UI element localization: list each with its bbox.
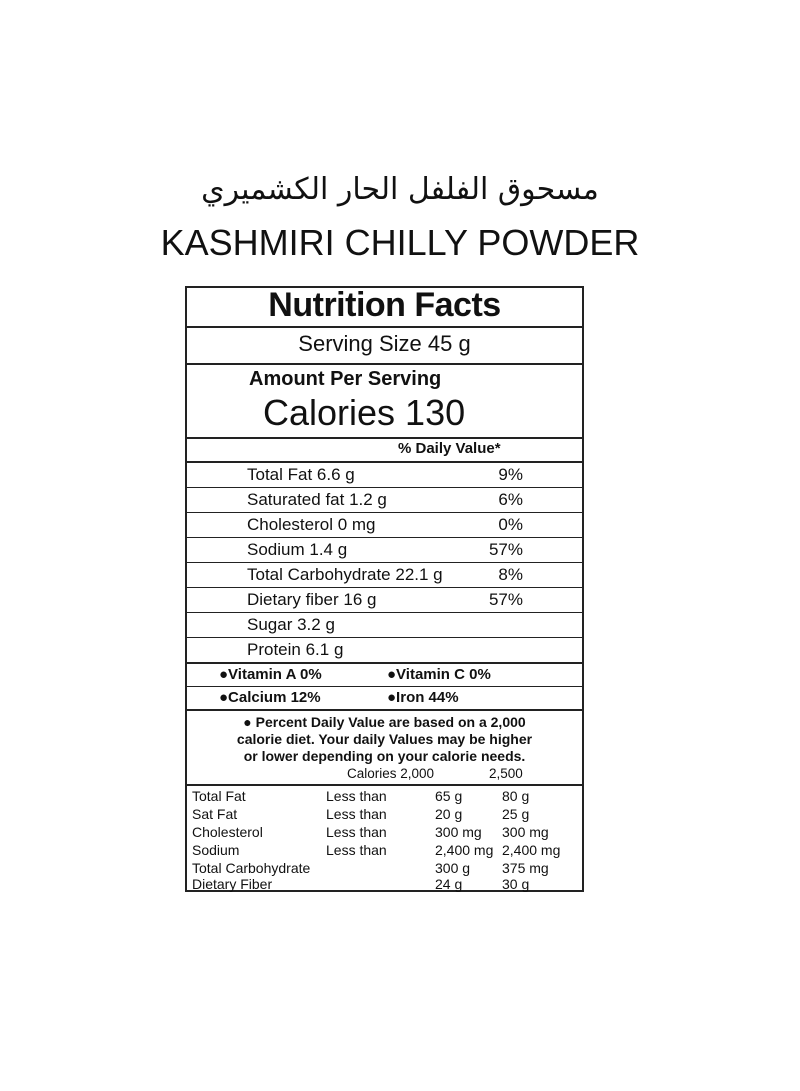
- ref-2500: 300 mg: [502, 824, 549, 840]
- ref-nutrient: Total Fat: [192, 788, 246, 804]
- nutrient-label: Total Fat 6.6 g: [247, 465, 355, 484]
- ref-2500: 80 g: [502, 788, 530, 804]
- ref-2500: 375 mg: [502, 860, 549, 876]
- ref-2000: 20 g: [435, 806, 463, 822]
- divider: [187, 686, 582, 687]
- vitamin-right: ●Vitamin C 0%: [387, 666, 491, 683]
- nutrient-label: Cholesterol 0 mg: [247, 515, 376, 534]
- divider: [187, 637, 582, 638]
- divider: [187, 487, 582, 488]
- serving-size: Serving Size 45 g: [298, 331, 471, 356]
- calories: Calories 130: [263, 392, 466, 433]
- ref-qualifier: Less than: [326, 806, 387, 822]
- divider: [187, 612, 582, 613]
- vitamin-right: ●Iron 44%: [387, 689, 459, 706]
- nutrient-dv: 8%: [498, 565, 523, 584]
- ref-2000: 300 mg: [435, 824, 482, 840]
- divider: [187, 587, 582, 588]
- nutrient-dv: 0%: [498, 515, 523, 534]
- divider: [187, 784, 582, 786]
- nutrient-label: Sodium 1.4 g: [247, 540, 348, 559]
- divider: [187, 326, 582, 328]
- ref-nutrient: Sat Fat: [192, 806, 238, 822]
- ref-2500: 2,400 mg: [502, 842, 561, 858]
- ref-qualifier: Less than: [326, 788, 387, 804]
- divider: [187, 512, 582, 513]
- ref-2000: 300 g: [435, 860, 471, 876]
- divider: [187, 461, 582, 463]
- divider: [187, 537, 582, 538]
- daily-value-header: % Daily Value*: [398, 440, 501, 457]
- amount-per-serving: Amount Per Serving: [249, 368, 442, 390]
- nutrient-label: Protein 6.1 g: [247, 640, 344, 659]
- ref-nutrient: Dietary Fiber: [192, 876, 273, 892]
- divider: [187, 363, 582, 365]
- vitamin-left: ●Vitamin A 0%: [219, 666, 322, 683]
- ref-2000: 24 g: [435, 876, 463, 892]
- ref-nutrient: Cholesterol: [192, 824, 263, 840]
- nutrient-label: Saturated fat 1.2 g: [247, 490, 387, 509]
- ref-2500: 30 g: [502, 876, 530, 892]
- nutrient-dv: 57%: [488, 590, 523, 609]
- footnote-line: calorie diet. Your daily Values may be higher: [236, 731, 533, 747]
- product-name-english: KASHMIRI CHILLY POWDER: [160, 222, 640, 263]
- divider: [187, 437, 582, 439]
- ref-nutrient: Sodium: [192, 842, 240, 858]
- nutrition-facts-title: Nutrition Facts: [268, 286, 501, 324]
- nutrient-dv: 57%: [488, 540, 523, 559]
- nutrient-label: Total Carbohydrate 22.1 g: [247, 565, 443, 584]
- nutrition-facts-panel: [185, 286, 584, 892]
- ref-qualifier: Less than: [326, 824, 387, 840]
- ref-qualifier: Less than: [326, 842, 387, 858]
- calorie-ref-high: 2,500: [489, 766, 523, 781]
- footnote-line: ● Percent Daily Value are based on a 2,000: [243, 714, 526, 730]
- footnote-line: or lower depending on your calorie needs.: [243, 748, 526, 764]
- ref-2500: 25 g: [502, 806, 530, 822]
- ref-nutrient: Total Carbohydrate: [192, 860, 311, 876]
- ref-2000: 2,400 mg: [435, 842, 494, 858]
- nutrient-label: Dietary fiber 16 g: [247, 590, 377, 609]
- divider: [187, 662, 582, 664]
- nutrient-dv: 9%: [498, 465, 523, 484]
- divider: [187, 709, 582, 711]
- vitamin-left: ●Calcium 12%: [219, 689, 321, 706]
- nutrient-label: Sugar 3.2 g: [247, 615, 335, 634]
- calorie-ref-label: Calories 2,000: [347, 766, 435, 781]
- product-name-arabic: مسحوق الفلفل الحار الكشميري: [201, 172, 599, 207]
- nutrient-dv: 6%: [498, 490, 523, 509]
- ref-2000: 65 g: [435, 788, 463, 804]
- divider: [187, 562, 582, 563]
